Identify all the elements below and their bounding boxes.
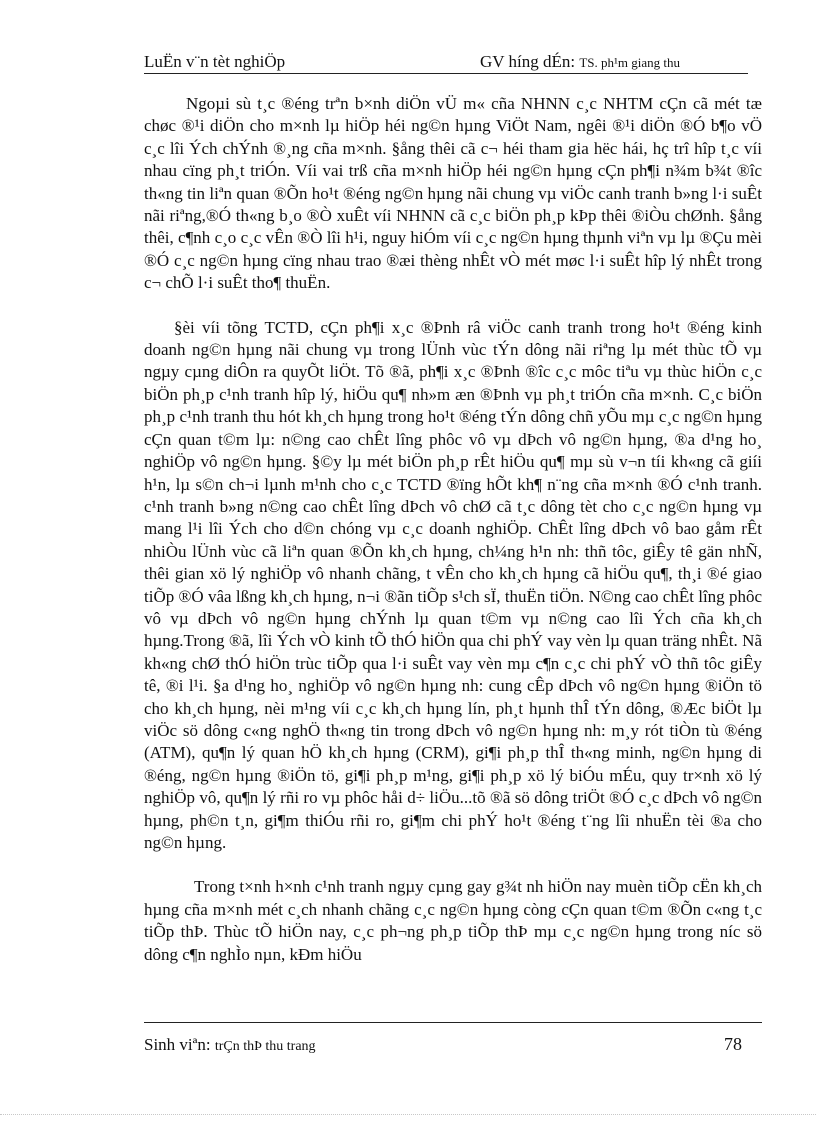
header-advisor-name: TS. ph¹m giang thu [579, 55, 681, 70]
header-thesis-title: LuËn v¨n tèt nghiÖp [144, 52, 286, 71]
footer-student-label: Sinh viªn: [144, 1035, 211, 1054]
footer-student-name: trÇn thÞ thu trang [214, 1039, 316, 1054]
page-number: 78 [724, 1034, 742, 1054]
footer-divider [144, 1022, 762, 1023]
body-text [144, 93, 762, 966]
header-advisor-label: GV híng dÉn: [480, 52, 576, 71]
page-header [144, 52, 748, 72]
paragraph-2: §èi víi tõng TCTD, cÇn ph¶i x¸c ®Þnh râ viÖc canh tranh trong ho¹t ®éng kinh doanh ng©n hµng nãi chung vµ trong lÜnh vùc tÝn dông nãi riªng lµ mét thùc tÕ vµ ngµy cµng diÔn ra quyÕt liÖt. Tõ ®ã, ph¶i x¸c ®Þnh ®îc c¸c môc tiªu vµ thùc hiÖn c¸c biÖn ph¸p c¹nh tranh hîp lý, hiÖu qu¶ nh»m æn ®Þnh vµ ph¸t triÓn cña m×nh. C¸c biÖn ph¸p c¹nh tranh thu hót kh¸ch hµng trong ho¹t ®éng tÝn dông chñ yÕu mµ c¸c ng©n hµng cÇn quan t©m lµ: n©ng cao chÊt lîng phôc vô vµ dÞch vô ng©n hµng, ®a d¹ng ho¸ nghiÖp vô ng©n hµng. §©y lµ mét biÖn ph¸p rÊt hiÖu qu¶ mµ sù v¬n tíi kh«ng cã giíi h¹n, lµ s©n ch¬i lµnh m¹nh cho c¸c TCTD ®ïng hÕt kh¶ n¨ng cña m×nh ®Ó c¹nh tranh. c¹nh tranh b»ng n©ng cao chÊt lîng dÞch vô chØ cã t¸c dông tèt cho c¸c ng©n hµng vµ mang l¹i lîi Ých cho d©n chóng vµ c¸c doanh nghiÖp. ChÊt lîng dÞch vô bao gåm rÊt nhiÒu lÜnh vùc cã liªn quan ®Õn kh¸ch hµng, ch¼ng h¹n nh: thñ tôc, giÊy tê gän nhÑ, thêi gian xö lý nghiÖp vô nhanh chãng, t vÊn cho kh¸ch hµng cã hiÖu qu¶, th¸i ®é giao tiÕp ®Ó vâa lßng kh¸ch hµng, n¬i ®ãn tiÕp s¹ch sÏ, thuËn tiÖn. N©ng cao chÊt lîng phôc vô vµ dÞch vô ng©n hµng chÝnh lµ quan t©m vµ n©ng cao lîi Ých cña kh¸ch hµng.Trong ®ã, lîi Ých vÒ kinh tÕ thÓ hiÖn qua chi phÝ vay vèn lµ quan träng nhÊt. Nã kh«ng chØ thÓ hiÖn trùc tiÕp qua l·i suÊt vay vèn mµ c¶n c¸c chi phÝ vÒ thñ tôc giÊy tê, ®i l¹i. §a d¹ng ho¸ nghiÖp vô ng©n hµng nh: cung cÊp dÞch vô ng©n hµng ®iÖn tö cho kh¸ch hµng, nèi m¹ng víi c¸c kh¸ch hµng lín, ph¸t hµnh thÎ tÝn dông, ®Æc biÖt lµ viÖc sö dông c«ng nghÖ th«ng tin trong dÞch vô ng©n hµng nh: m¸y rót tiÒn tù ®éng (ATM), qu¶n lý quan hÖ kh¸ch hµng (CRM), gi¶i ph¸p thÎ th«ng minh, ng©n hµng di ®éng, ng©n hµng ®iÖn tö, gi¶i ph¸p m¹ng, gi¶i ph¸p xö lý biÓu mÉu, quy tr×nh xö lý nghiÖp vô, qu¶n lý rñi ro vµ phôc håi d÷ liÖu...tõ ®ã sö dông triÖt ®Ó c¸c dÞch vô ng©n hµng, ph©n t¸n, gi¶m thiÓu rñi ro, gi¶m chi phÝ ho¹t ®éng t¨ng lîi nhuËn tèi ®a cho ng©n hµng. [144, 317, 762, 852]
header-divider [144, 73, 748, 74]
paragraph-1: Ngoµi sù t¸c ®éng trªn b×nh diÖn vÜ m« cña NHNN c¸c NHTM cÇn cã mét tæ chøc ®¹i diÖn cho m×nh lµ hiÖp héi ng©n hµng ViÖt Nam, ngêi ®¹i diÖn ®Ó b¶o vÖ c¸c lîi Ých chÝnh ®¸ng cña m×nh. §ång thêi cã c¬ héi tham gia hëc hái, hç trî hîp t¸c víi nhau cïng ph¸t triÓn. Víi vai trß cña m×nh hiÖp héi ng©n hµng cÇn ph¶i n¾m b¾t ®îc th«ng tin liªn quan ®Õn ho¹t ®éng ng©n hµng nãi chung vµ viÖc canh tranh b»ng l·i suÊt nãi riªng,®Ó th«ng b¸o ®Ò xuÊt víi NHNN cã c¸c biÖn ph¸p kÞp thêi ®iÒu chØnh. §ång thêi, c¶nh c¸o c¸c vÊn ®Ò lîi h¹i, nguy hiÓm víi c¸c ng©n hµng thµnh viªn vµ lµ ®Çu mèi ®Ó c¸c ng©n hµng cïng nhau trao ®æi thèng nhÊt vÒ mét møc l·i suÊt hîp lý nhÊt trong c¬ chÕ l·i suÊt tho¶ thuËn. [144, 94, 762, 293]
page-edge-divider [0, 1114, 816, 1115]
paragraph-3: Trong t×nh h×nh c¹nh tranh ngµy cµng gay g¾t nh hiÖn nay muèn tiÕp cËn kh¸ch hµng cña m×nh mét c¸ch nhanh chãng c¸c ng©n hµng còng cÇn quan t©m ®Õn c«ng t¸c tiÕp thÞ. Thùc tÕ hiÖn nay, c¸c ph¬ng ph¸p tiÕp thÞ mµ c¸c ng©n hµng trong níc sö dông c¶n nghÌo nµn, kÐm hiÖu [144, 877, 762, 964]
header-advisor [480, 52, 680, 72]
footer-student [144, 1035, 316, 1055]
